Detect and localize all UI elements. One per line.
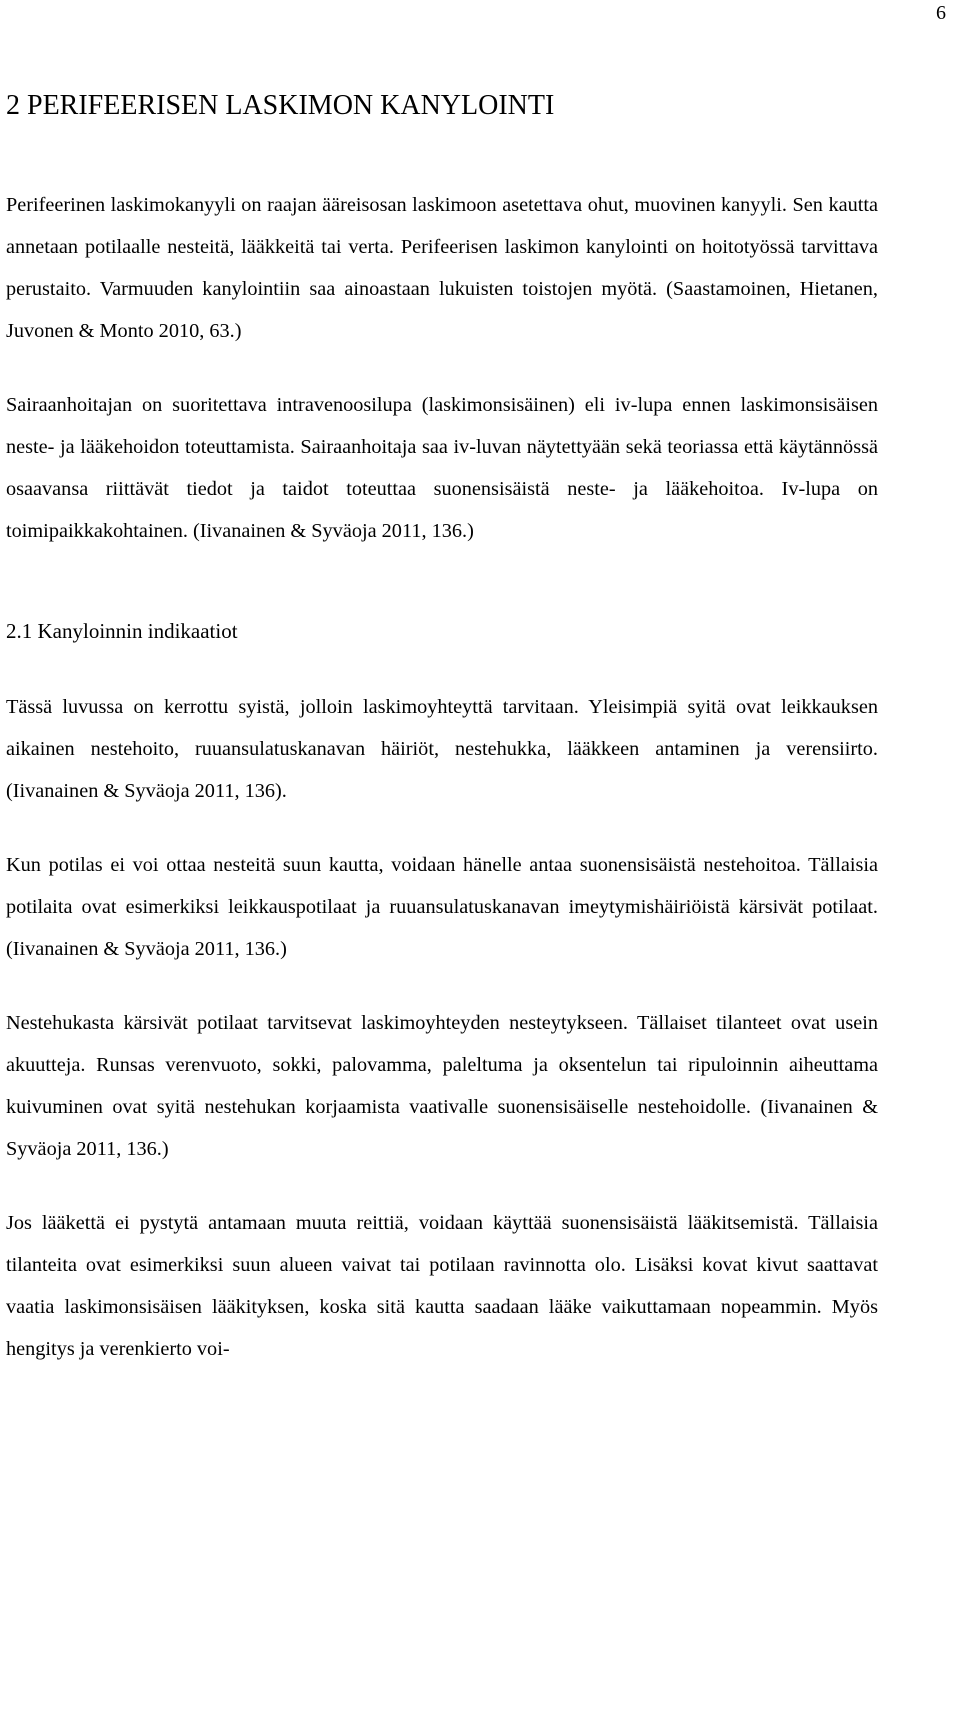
- spacer: [6, 352, 878, 384]
- spacer: [6, 1170, 878, 1202]
- page-content: [6, 88, 878, 1370]
- paragraph-medication: Jos lääkettä ei pystytä antamaan muuta reittiä, voidaan käyttää suonensisäistä lääkitsemistä. Tällaisia tilanteita ovat esimerkiksi suun alueen vaivat tai potilaan ravinnotta olo. Lisäksi kovat kivut saattavat vaatia laskimonsisäisen lääkityksen, koska sitä kautta saadaan lääke vaikuttamaan nopeammin. Myös hengitys ja verenkierto voi-: [6, 1212, 878, 1360]
- chapter-title: 2 PERIFEERISEN LASKIMON KANYLOINTI: [6, 90, 555, 121]
- paragraph-indications-intro: Tässä luvussa on kerrottu syistä, jolloin laskimoyhteyttä tarvitaan. Yleisimpiä syitä ovat leikkauksen aikainen nestehoito, ruuansulatuskanavan häiriöt, nestehukka, lääkkeen antaminen ja verensiirto. (Iivanainen & Syväoja 2011, 136).: [6, 696, 878, 802]
- spacer: [6, 552, 878, 616]
- spacer: [6, 124, 878, 184]
- paragraph-iv-license: Sairaanhoitajan on suoritettava intravenoosilupa (laskimonsisäinen) eli iv-lupa ennen laskimonsisäisen neste- ja lääkehoidon toteuttamista. Sairaanhoitaja saa iv-luvan näytettyään sekä teoriassa että käytännössä osaavansa riittävät tiedot ja taidot toteuttaa suonensisäistä neste- ja lääkehoitoa. Iv-lupa on toimipaikkakohtainen. (Iivanainen & Syväoja 2011, 136.): [6, 394, 878, 542]
- paragraph-dehydration: Nestehukasta kärsivät potilaat tarvitsevat laskimoyhteyden nesteytykseen. Tällaiset tilanteet ovat usein akuutteja. Runsas verenvuoto, sokki, palovamma, paleltuma ja oksentelun tai ripuloinnin aiheuttama kuivuminen ovat syitä nestehukan korjaamista vaativalle suonensisäiselle nestehoidolle. (Iivanainen & Syväoja 2011, 136.): [6, 1012, 878, 1160]
- paragraph-fluid-therapy: Kun potilas ei voi ottaa nesteitä suun kautta, voidaan hänelle antaa suonensisäistä nestehoitoa. Tällaisia potilaita ovat esimerkiksi leikkauspotilaat ja ruuansulatuskanavan imeytymishäiriöistä kärsivät potilaat. (Iivanainen & Syväoja 2011, 136.): [6, 854, 878, 960]
- spacer: [6, 970, 878, 1002]
- spacer: [6, 646, 878, 686]
- paragraph-peripheral-cannula: Perifeerinen laskimokanyyli on raajan ääreisosan laskimoon asetettava ohut, muovinen kanyyli. Sen kautta annetaan potilaalle nesteitä, lääkkeitä tai verta. Perifeerisen laskimon kanylointi on hoitotyössä tarvittava perustaito. Varmuuden kanylointiin saa ainoastaan lukuisten toistojen myötä. (Saastamoinen, Hietanen, Juvonen & Monto 2010, 63.): [6, 194, 878, 342]
- page-number: 6: [936, 2, 946, 24]
- section-title: 2.1 Kanyloinnin indikaatiot: [6, 619, 238, 643]
- spacer: [6, 812, 878, 844]
